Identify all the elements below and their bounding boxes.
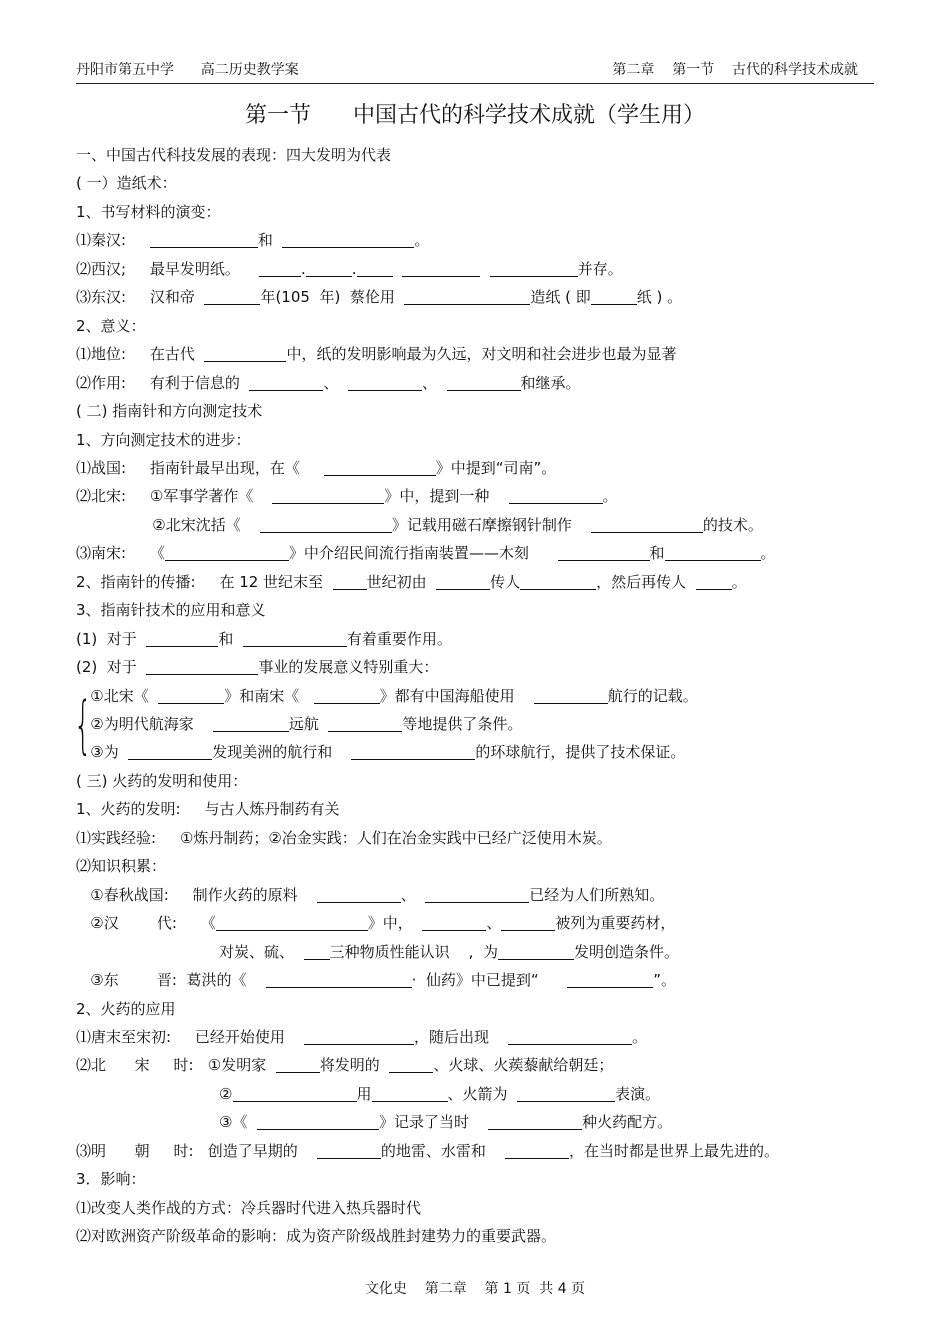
worksheet-line (76, 1222, 556, 1250)
line-text: 》记载用磁石摩擦钢针制作 (391, 515, 591, 534)
line-text: 的地雷、水雷和 (380, 1141, 505, 1160)
line-text: 、火球、火蒺藜献给朝廷； (433, 1056, 614, 1075)
line-text: 的环球航行，提供了技术保证。 (475, 743, 686, 762)
line-text: ，在当时都是世界上最先进的。 (568, 1141, 779, 1160)
line-text: 等地提供了条件。 (402, 715, 523, 733)
line-text: ⑵知识积累： (76, 857, 167, 876)
line-text: 发现美洲的航行和 (212, 743, 352, 762)
line-text: . (300, 259, 306, 278)
bracket-symbol: { (74, 687, 92, 761)
line-text: ⑶南宋: 《 (76, 544, 165, 563)
line-text: 中，纸的发明影响最为久远，对文明和社会进步也最为显著 (286, 345, 677, 364)
line-text: 3、指南针技术的应用和意义 (76, 601, 266, 620)
fill-in-blank[interactable] (505, 1141, 569, 1159)
worksheet-line (76, 511, 763, 539)
worksheet-line (76, 966, 676, 994)
line-text: (1) 对于 (76, 629, 147, 648)
worksheet-line (76, 226, 429, 254)
line-text: 、 (486, 914, 502, 933)
line-text: 的技术。 (702, 515, 763, 534)
fill-in-blank[interactable] (260, 515, 392, 533)
worksheet-line (76, 397, 262, 425)
line-text: 。 (602, 487, 618, 506)
line-text: 2、意义： (76, 316, 146, 335)
worksheet-line (76, 738, 685, 766)
line-text: ( 三) 火药的发明和使用： (76, 771, 248, 790)
line-text: 航行的记载。 (607, 686, 698, 705)
fill-in-blank[interactable] (146, 629, 218, 647)
line-text: ⑵作用: 有利于信息的 (76, 373, 250, 392)
line-text: ⑵北 宋 时: ①发明家 (76, 1056, 276, 1075)
worksheet-line (76, 482, 618, 510)
line-text: 对炭、硫、 (76, 942, 304, 961)
line-text: 种火药配方。 (582, 1113, 673, 1132)
fill-in-blank[interactable] (249, 373, 323, 391)
line-text: 表演。 (615, 1084, 661, 1103)
worksheet-line (76, 283, 682, 311)
line-text: ②北宋沈括《 (76, 515, 260, 534)
fill-in-blank[interactable] (204, 344, 286, 362)
fill-in-blank[interactable] (266, 970, 412, 988)
header-school: 丹阳市第五中学 高二历史教学案 (76, 62, 299, 78)
line-text: (2) 对于 (76, 658, 147, 677)
worksheet-line (76, 1194, 421, 1222)
fill-in-blank[interactable] (447, 373, 521, 391)
line-text: 2、火药的应用 (76, 999, 176, 1018)
line-text: 。 (632, 1027, 648, 1046)
fill-in-blank[interactable] (591, 287, 637, 305)
line-text: . (351, 259, 357, 278)
line-text: 传人 (490, 572, 521, 591)
fill-in-blank[interactable] (150, 230, 258, 248)
fill-in-blank[interactable] (351, 742, 475, 760)
fill-in-blank[interactable] (425, 885, 529, 903)
line-text: · 仙药》中已提到“ (411, 971, 568, 990)
line-text: 1、书写材料的演变： (76, 202, 221, 221)
fill-in-blank[interactable] (204, 287, 260, 305)
fill-in-blank[interactable] (259, 259, 301, 277)
line-text: 、 (323, 373, 348, 392)
fill-in-blank[interactable] (243, 629, 347, 647)
worksheet-line (76, 1165, 146, 1193)
line-text: ⑵北宋: ①军事学著作《 (76, 487, 273, 506)
line-text: 。 (760, 544, 776, 563)
worksheet-line (76, 1023, 647, 1051)
line-text: 》中，提到一种 (384, 487, 509, 506)
line-text: ，然后再传人 (596, 572, 696, 591)
line-text: ⑴唐末至宋初: 已经开始使用 (76, 1027, 304, 1046)
fill-in-blank[interactable] (498, 942, 574, 960)
fill-in-blank[interactable] (508, 1027, 632, 1045)
line-text: 、 (421, 373, 447, 392)
fill-in-blank[interactable] (333, 572, 367, 590)
worksheet-line (76, 169, 177, 197)
line-text: 和继承。 (520, 373, 581, 392)
worksheet-line (76, 1108, 672, 1136)
worksheet-line (76, 369, 581, 397)
line-text: 2、指南针的传播: 在 12 世纪末至 (76, 572, 333, 591)
fill-in-blank[interactable] (509, 486, 603, 504)
fill-in-blank[interactable] (567, 970, 653, 988)
line-text: ( 二) 指南针和方向测定技术 (76, 402, 263, 421)
worksheet-line (76, 625, 452, 653)
worksheet-line (76, 539, 776, 567)
worksheet-line (76, 568, 747, 596)
line-text: 和 (257, 231, 283, 250)
fill-in-blank[interactable] (213, 714, 289, 732)
line-text: ②为明代航海家 (76, 715, 213, 733)
fill-in-blank[interactable] (696, 572, 732, 590)
line-text: ”。 (653, 971, 677, 990)
fill-in-blank[interactable] (128, 742, 212, 760)
page-title: 第一节 中国古代的科学技术成就（学生用） (245, 103, 705, 128)
line-text: 事业的发展意义特别重大： (258, 658, 439, 677)
worksheet-line (76, 852, 166, 880)
line-text: 、火箭为 (447, 1084, 518, 1103)
fill-in-blank[interactable] (272, 486, 384, 504)
line-text: 》中， (367, 914, 423, 933)
line-text: 》中介绍民间流行指南装置——木刻 (288, 544, 558, 563)
line-text: 世纪初由 (366, 572, 437, 591)
line-text: 年(105 年) 蔡伦用 (260, 288, 405, 307)
line-text: 用 (356, 1084, 372, 1103)
line-text: 一、中国古代科技发展的表现：四大发明为代表 (76, 146, 392, 164)
worksheet-line (76, 1051, 613, 1079)
worksheet-line (76, 596, 266, 624)
fill-in-blank[interactable] (520, 572, 596, 590)
line-text: ⑴实践经验: ①炼丹制药；②冶金实践：人们在冶金实践中已经广泛使用木炭。 (76, 828, 612, 847)
fill-in-blank[interactable] (165, 543, 289, 561)
line-text: 被列为重要药材， (555, 914, 676, 933)
fill-in-blank[interactable] (282, 230, 414, 248)
fill-in-blank[interactable] (304, 942, 330, 960)
line-text: 三种物质性能认识 , 为 (329, 942, 498, 961)
fill-in-blank[interactable] (357, 259, 393, 277)
fill-in-blank[interactable] (324, 458, 436, 476)
line-text: 和 (218, 629, 243, 648)
line-text: ⑴改变人类作战的方式：冷兵器时代进入热兵器时代 (76, 1198, 422, 1217)
line-text: ①春秋战国: 制作火药的原料 (76, 885, 317, 904)
line-text: ⑶明 朝 时: 创造了早期的 (76, 1141, 317, 1160)
line-text: 。 (731, 572, 747, 591)
fill-in-blank[interactable] (501, 913, 555, 931)
line-text: 》和南宋《 (224, 686, 314, 705)
worksheet-line (76, 824, 612, 852)
line-text: ，随后出现 (413, 1027, 509, 1046)
line-text: ②汉 代: 《 (76, 914, 216, 933)
fill-in-blank[interactable] (328, 714, 402, 732)
line-text: 1、方向测定技术的进步： (76, 430, 251, 449)
line-text: ⑵对欧洲资产阶级革命的影响：成为资产阶级战胜封建势力的重要武器。 (76, 1227, 557, 1246)
fill-in-blank[interactable] (158, 686, 224, 704)
fill-in-blank[interactable] (304, 1027, 414, 1045)
header-rule (76, 83, 874, 84)
line-text: ③《 (76, 1113, 258, 1132)
fill-in-blank[interactable] (146, 657, 258, 675)
worksheet-line (76, 881, 664, 909)
worksheet-line (76, 454, 556, 482)
fill-in-blank[interactable] (276, 1055, 320, 1073)
fill-in-blank[interactable] (558, 543, 650, 561)
worksheet-line (76, 312, 146, 340)
fill-in-blank[interactable] (314, 686, 380, 704)
fill-in-blank[interactable] (317, 1141, 381, 1159)
fill-in-blank[interactable] (402, 259, 480, 277)
worksheet-line (76, 426, 251, 454)
line-text: ③为 (76, 743, 129, 762)
fill-in-blank[interactable] (404, 287, 530, 305)
worksheet-body (76, 141, 874, 1245)
line-text: 已经为人们所熟知。 (529, 885, 665, 904)
fill-in-blank[interactable] (665, 543, 761, 561)
line-text: ⑵西汉; 最早发明纸。 (76, 259, 259, 278)
line-text: 》记录了当时 (379, 1113, 489, 1132)
fill-in-blank[interactable] (348, 373, 422, 391)
line-text: 远航 (288, 715, 329, 733)
fill-in-blank[interactable] (257, 1112, 379, 1130)
worksheet-line (76, 1137, 779, 1165)
worksheet-line (76, 682, 698, 710)
line-text: 》都有中国海船使用 (379, 686, 534, 705)
worksheet-line (76, 141, 391, 169)
line-text: 》中提到“司南”。 (435, 458, 557, 477)
line-text: 。 (414, 231, 430, 250)
worksheet-line (76, 995, 176, 1023)
line-text: 纸 ) 。 (636, 288, 683, 307)
line-text: 造纸 ( 即 (530, 288, 591, 307)
worksheet-line (76, 198, 221, 226)
line-text: 、 (400, 885, 426, 904)
fill-in-blank[interactable] (233, 1084, 357, 1102)
line-text (393, 260, 403, 278)
worksheet-line (76, 653, 438, 681)
line-text: 1、火药的发明: 与古人炼丹制药有关 (76, 800, 340, 819)
fill-in-blank[interactable] (490, 259, 578, 277)
line-text: 发明创造条件。 (573, 942, 679, 961)
fill-in-blank[interactable] (488, 1112, 582, 1130)
worksheet-line (76, 340, 676, 368)
line-text: ③东 晋: 葛洪的《 (76, 971, 266, 990)
line-text: ⑴秦汉: (76, 231, 150, 250)
fill-in-blank[interactable] (436, 572, 490, 590)
line-text: 和 (649, 544, 665, 563)
worksheet-line (76, 255, 623, 283)
page-footer: 文化史 第二章 第 1 页 共 4 页 (364, 1281, 586, 1297)
fill-in-blank[interactable] (534, 686, 608, 704)
line-text: ①北宋《 (76, 686, 159, 705)
fill-in-blank[interactable] (317, 885, 401, 903)
worksheet-line (76, 710, 522, 738)
line-text: ⑴战国: 指南针最早出现，在《 (76, 458, 324, 477)
worksheet-line (76, 909, 675, 937)
worksheet-line (76, 795, 339, 823)
line-text: 有着重要作用。 (346, 629, 452, 648)
line-text: 3．影响： (76, 1170, 146, 1189)
fill-in-blank[interactable] (591, 515, 703, 533)
line-text: ② (76, 1084, 233, 1103)
line-text: 并存。 (577, 259, 623, 278)
worksheet-line (76, 1080, 660, 1108)
line-text: 将发明的 (319, 1056, 390, 1075)
fill-in-blank[interactable] (389, 1055, 433, 1073)
worksheet-line (76, 767, 247, 795)
fill-in-blank[interactable] (216, 913, 368, 931)
header-chapter: 第二章 第一节 古代的科学技术成就 (612, 62, 858, 78)
fill-in-blank[interactable] (372, 1084, 448, 1102)
fill-in-blank[interactable] (517, 1084, 615, 1102)
line-text (480, 260, 490, 278)
line-text: ⑶东汉: 汉和帝 (76, 288, 205, 307)
line-text: ( 一）造纸术： (76, 174, 177, 193)
fill-in-blank[interactable] (422, 913, 486, 931)
fill-in-blank[interactable] (306, 259, 352, 277)
line-text: ⑴地位: 在古代 (76, 345, 205, 364)
worksheet-line (76, 938, 679, 966)
